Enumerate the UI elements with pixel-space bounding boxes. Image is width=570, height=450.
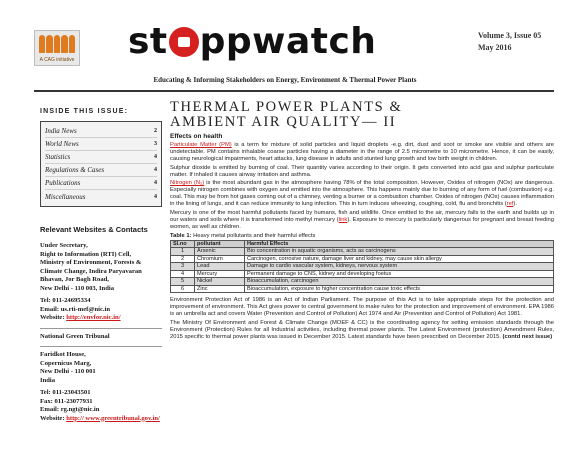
toc-item[interactable]: Statistics 4 [45,151,157,164]
pollutants-table [170,240,554,294]
continued-note: (contd next issue) [502,333,553,340]
logo-caption: A CAG initiative [39,57,75,63]
people-logo-icon [39,35,75,57]
mercury-link[interactable]: link [338,216,348,223]
toc-item[interactable]: Miscellaneous 4 [45,192,157,201]
toc-item[interactable]: World News 3 [45,138,157,151]
ref-link[interactable]: ref [506,201,514,207]
epa-paragraph: Environment Protection Act of 1986 is an Act of Indian Parliament. The purpose of this Act is to take appropriate steps for the protection and improvement of environment. This Act gives power to central government to make rules for the protection and improvement of environment. EPA 1986 is an umbrella act and covers Water (Prevention and Control of Pollution) Act 1974 and Air (Prevention and Control of Pollution) Act 1981. [170,297,554,317]
toc-item[interactable]: India News 2 [45,125,157,138]
ngt-heading: National Green Tribunal [40,332,110,340]
sidebar [40,108,162,423]
toc-item[interactable]: Regulations & Cases 4 [45,164,157,177]
volume-issue: Volume 3, Issue 05 [478,31,542,40]
table-header-row: Sl.no pollutant Harmful Effects [171,240,554,248]
rti-contact: Under Secretary, Right to Information (RTI) Cell, Ministry of Environment, Forests & Climate Change, Indira Paryavaran Bhavan, Jor Bagh Road, New Delhi - 110 003, India Tel: 011-24695334 Email: us.rti-mef@nic.in Website: http://envfor.nic.in/ [40,242,142,321]
toc-item[interactable]: Publications 4 [45,177,157,190]
sidebar-divider [40,346,162,347]
section-heading: Effects on health [170,133,223,140]
table-row: 5 Nickel Bioaccumulation, carcinogen [171,278,554,286]
issue-info [478,30,541,54]
envfor-link[interactable]: http://envfor.nic.in/ [66,314,121,321]
nitrogen-link[interactable]: Nitrogen (N₂) [170,180,205,186]
table-row: 3 Lead Damage to cardio vascular system, kidneys, nervous system [171,263,554,271]
relevant-websites-heading: Relevant Websites & Contacts [40,225,148,234]
issue-date: May 2016 [478,43,512,52]
table-of-contents [40,121,162,207]
table-row: 2 Chromium Carcinogen, corrosive nature, damage liver and kidney, may cause skin allergy [171,255,554,263]
article-title: THERMAL POWER PLANTS & AMBIENT AIR QUALITY— II [170,99,403,130]
nox-paragraph: Nitrogen (N₂) is the most abundant gas in the atmosphere having 78% of the total composition. However, Oxides of nitrogen (NOx) are dangerous. Especially nitrogen combines with oxygen and emitted into the atmosphere. This happens mainly due to burning of any form of fuel (combustion) e.g. coal. This may be from hot gases coming out of a chimney, venting a burner or a combustion chamber. Oxides of nitrogen (NOx) causes inflammation in the lining of lungs, and it can reduce immunity to lung infection. This in turn induces wheezing, coughing, cold, flu and bronchitis (ref). [170,180,554,207]
table-row: 6 Zinc Bioaccumulation, exposure to higher concentration cause toxic effects [171,285,554,293]
pm-link[interactable]: Particulate Matter (PM) [170,142,232,148]
table-caption: Table 1: Heavy metal pollutants and their harmful effects [170,232,316,239]
stop-o-icon [169,27,199,57]
moef-paragraph: The Ministry Of Environment and Forest & Climate Change (MOEF & CC) is the coordinating agency for setting emission standards through the Environment (Protection) Rules for all Industrial activities, including thermal power plants. The Latest Environment (protection) Amendment Rules, 2015 specific to thermal power plants was issued in December 2015. Latest standards have been prescribed on December 2015. (contd next issue) [170,319,554,340]
sidebar-divider [40,328,162,329]
table-row: 1 Arsenic Bio concentration in aquatic organisms, acts as carcinogens [171,248,554,256]
inside-issue-heading: INSIDE THIS ISSUE: [40,108,129,115]
masthead-prefix: st [128,21,168,62]
article [170,100,554,342]
mercury-paragraph: Mercury is one of the most harmful pollutants faced by humans, fish and wildlife. Once emitted to the air, mercury falls to the earth and builds up in our waters and soils where it is transformed into methyl mercury (link). Exposure to mercury is particularly dangerous for pregnant and breast feeding women, as well as children. [170,209,554,230]
table-row: 4 Mercury Permanent damage to CNS, kidney and developing foetus [171,270,554,278]
green-tribunal-link[interactable]: http:// www.greentribunal.gov.in/ [66,414,160,422]
header-divider [34,90,554,92]
masthead-title [128,21,377,62]
pm-paragraph: Particulate Matter (PM) is a term for mixture of solid particles and liquid droplets -e.g. dirt, dust and soot or smoke are visible and others are undetectable. PM contains inhalable coarse particles having a diameter in the range of 2.5 micrometre to 10 micrometre. Hence, it can be easily, causing neurological impairments, heart attacks, lung disease in adults and stunted lung growth and low birth weight in children. [170,142,555,162]
so2-paragraph: Sulphur dioxide is emitted by burning of coal. Their quantity varies according to their origin. It gets converted into acid gas and sulphur particulate matter. If inhaled it causes airway irritation and asthma. [170,164,554,178]
cag-logo [34,30,80,66]
masthead-suffix: ppwatch [199,21,377,62]
tagline: Educating & Informing Stakeholders on Energy, Environment & Thermal Power Plants [153,76,417,84]
ngt-contact: Faridkot House, Copernicus Marg, New Delhi - 110 001 India Tel: 011-23043501 Fax: 011-23077931 Email: rg.ngt@nic.in Website: http:// www.greentribunal.gov.in/ [40,351,160,422]
